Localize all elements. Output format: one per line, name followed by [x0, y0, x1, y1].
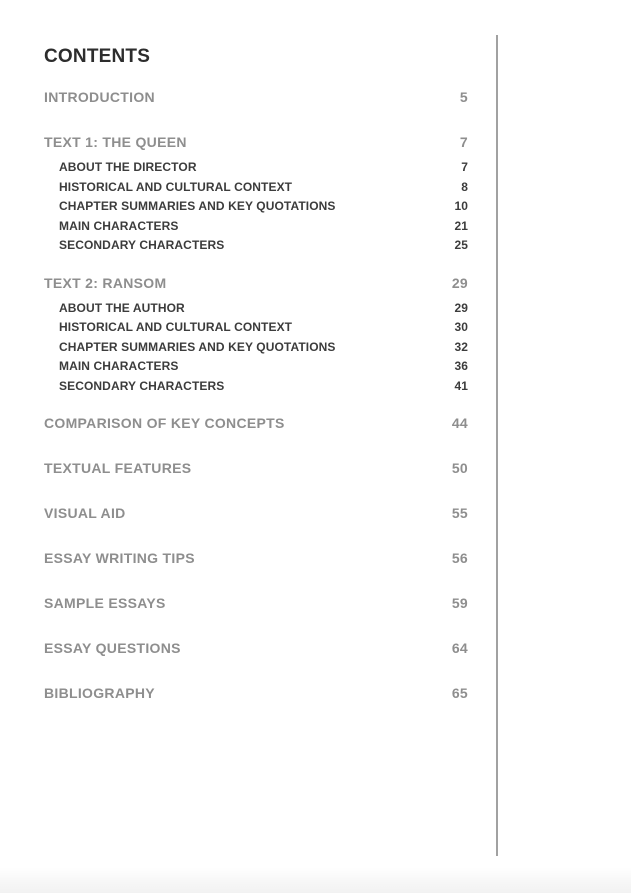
toc-entry-label: VISUAL AID — [44, 505, 126, 521]
toc-entry — [44, 459, 468, 477]
toc-entry-page-number: 25 — [454, 238, 468, 252]
toc-entry-page-number: 55 — [451, 505, 468, 521]
toc-list — [44, 88, 468, 702]
toc-entry-page-number: 50 — [451, 460, 468, 476]
toc-entry — [44, 357, 468, 377]
page-title: CONTENTS — [44, 46, 151, 67]
toc-entry-label: ABOUT THE AUTHOR — [59, 300, 185, 315]
toc-entry-page-number: 10 — [454, 199, 468, 213]
toc-entry-page-number: 7 — [461, 160, 468, 174]
toc-entry-page-number: 56 — [451, 550, 468, 566]
toc-entry-page-number: 8 — [461, 179, 468, 194]
toc-entry-label: SAMPLE ESSAYS — [44, 595, 166, 611]
toc-entry — [44, 504, 468, 522]
toc-entry-page-number: 64 — [451, 640, 468, 656]
toc-entry-page-number: 7 — [459, 134, 468, 150]
toc-entry — [44, 158, 468, 178]
toc-entry — [44, 338, 468, 358]
toc-entry — [44, 639, 468, 657]
toc-entry-label: CHAPTER SUMMARIES AND KEY QUOTATIONS — [59, 199, 336, 213]
toc-entry — [44, 178, 468, 198]
toc-entry-label: TEXT 1: THE QUEEN — [44, 134, 187, 150]
toc-entry-page-number: 44 — [451, 415, 468, 431]
toc-entry — [44, 684, 468, 702]
toc-entry — [44, 133, 468, 151]
toc-entry-label: MAIN CHARACTERS — [59, 359, 179, 373]
toc-entry-page-number: 65 — [451, 685, 468, 701]
column-divider-line — [496, 35, 498, 856]
toc-entry-label: ESSAY WRITING TIPS — [44, 550, 195, 566]
toc-entry-label: BIBLIOGRAPHY — [44, 685, 155, 701]
toc-entry — [44, 197, 468, 217]
toc-entry — [44, 299, 468, 319]
toc-entry-label: HISTORICAL AND CULTURAL CONTEXT — [59, 179, 293, 194]
toc-entry-label: INTRODUCTION — [44, 89, 155, 105]
toc-entry-page-number: 5 — [459, 89, 468, 105]
page-edge-shadow — [0, 867, 631, 893]
toc-entry — [44, 236, 468, 256]
toc-entry-label: CHAPTER SUMMARIES AND KEY QUOTATIONS — [59, 339, 336, 354]
toc-entry-page-number: 30 — [454, 320, 468, 334]
toc-entry-page-number: 32 — [454, 339, 468, 354]
toc-entry — [44, 377, 468, 397]
table-of-contents — [44, 46, 468, 702]
toc-entry — [44, 88, 468, 106]
toc-entry-page-number: 36 — [454, 359, 468, 373]
toc-entry-label: HISTORICAL AND CULTURAL CONTEXT — [59, 320, 293, 334]
toc-entry — [44, 217, 468, 237]
toc-entry-label: ESSAY QUESTIONS — [44, 640, 181, 656]
toc-entry-label: SECONDARY CHARACTERS — [59, 378, 225, 393]
toc-entry-label: MAIN CHARACTERS — [59, 218, 179, 233]
toc-entry-page-number: 29 — [451, 274, 468, 291]
toc-entry-page-number: 21 — [454, 218, 468, 233]
toc-entry — [44, 414, 468, 432]
toc-entry — [44, 549, 468, 567]
toc-entry — [44, 594, 468, 612]
toc-entry-label: TEXT 2: RANSOM — [44, 274, 167, 291]
toc-entry-page-number: 29 — [454, 300, 468, 315]
toc-entry-page-number: 41 — [454, 378, 468, 393]
toc-entry-label: SECONDARY CHARACTERS — [59, 238, 225, 252]
toc-entry — [44, 274, 468, 292]
toc-entry-label: COMPARISON OF KEY CONCEPTS — [44, 415, 285, 431]
toc-entry-page-number: 59 — [451, 595, 468, 611]
toc-entry-label: ABOUT THE DIRECTOR — [59, 160, 197, 174]
toc-entry — [44, 318, 468, 338]
toc-entry-label: TEXTUAL FEATURES — [44, 460, 192, 476]
